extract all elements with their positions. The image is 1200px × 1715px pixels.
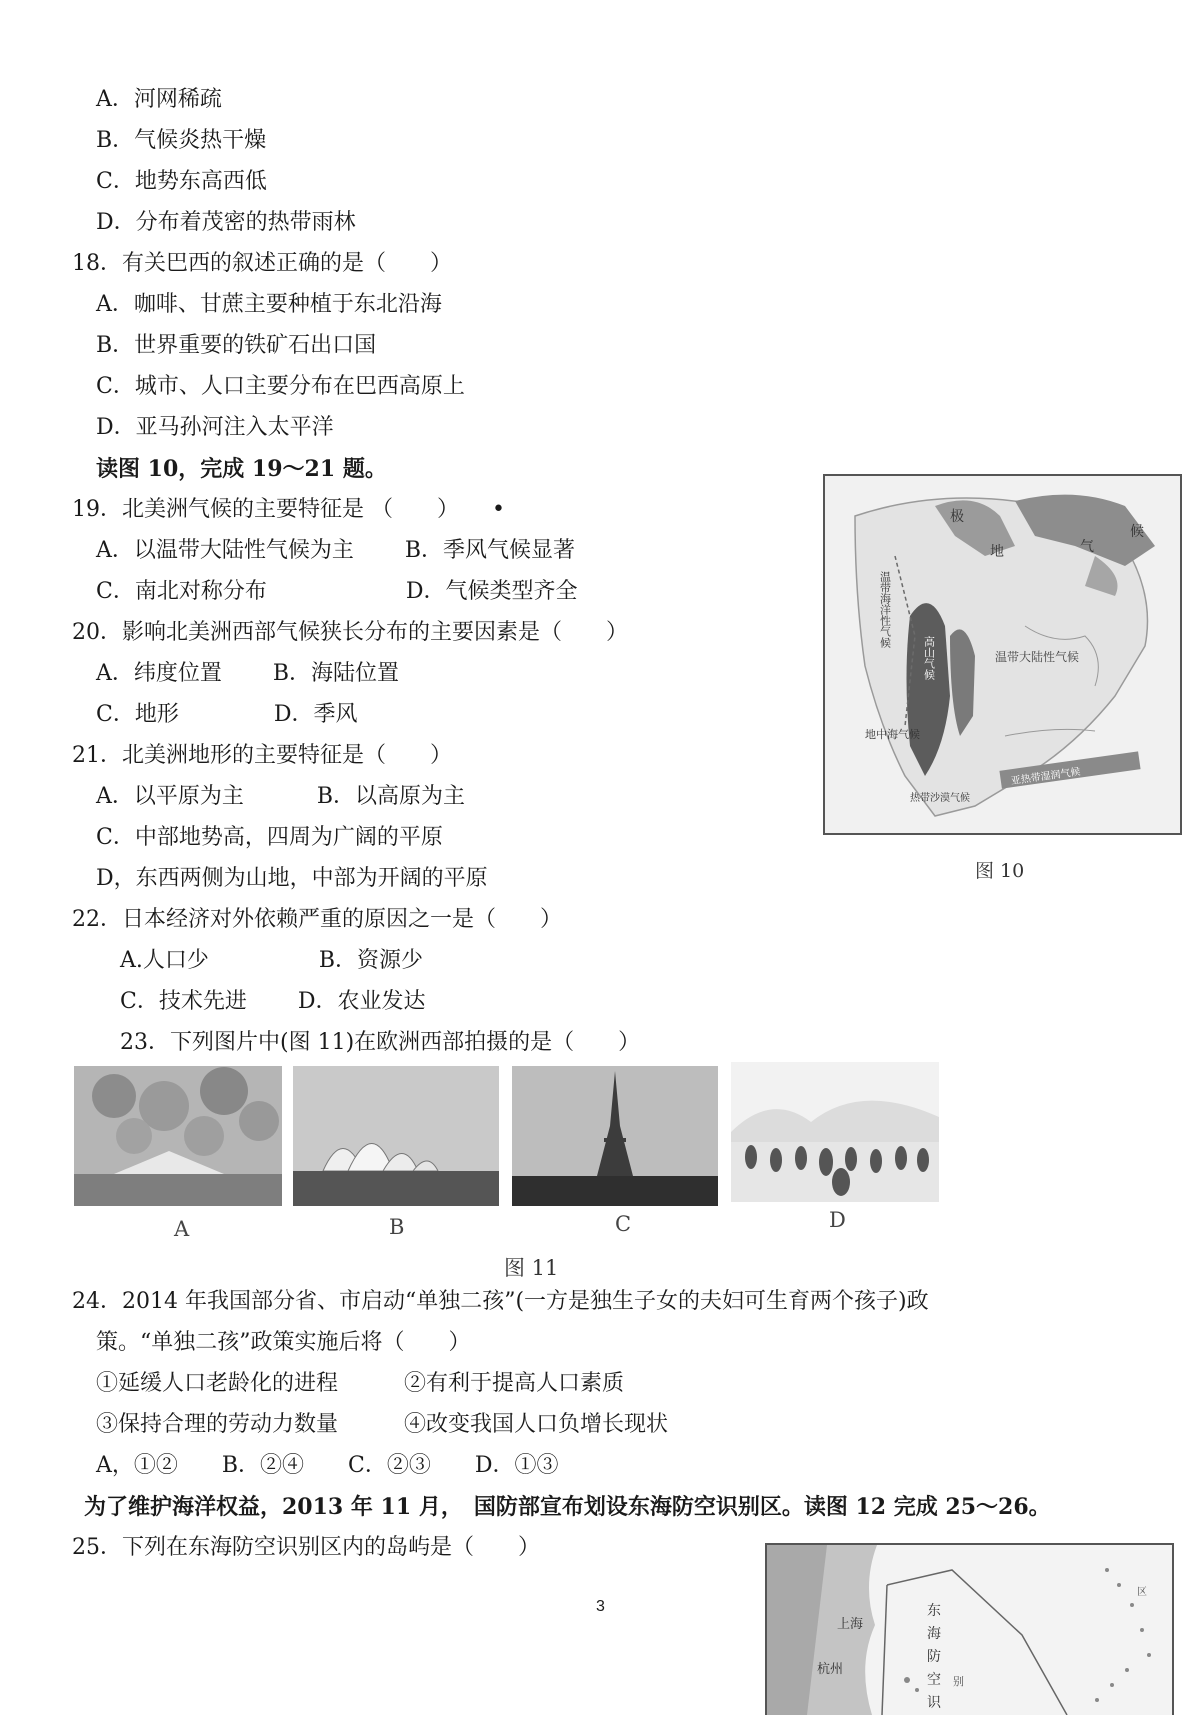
svg-text:海: 海 [927,1626,941,1642]
text-line-q24-o12: ①延缓人口老龄化的进程 ②有利于提高人口素质 [96,1371,625,1396]
svg-text:空: 空 [927,1672,941,1688]
svg-text:候: 候 [1130,524,1144,540]
text-line-q24-2: 策。“单独二孩”政策实施后将（ ） [96,1330,471,1355]
text-line-q23: 23．下列图片中(图 11)在欧洲西部拍摄的是（ ） [120,1030,641,1055]
text-line-q17-b: B．气候炎热干燥 [96,128,267,153]
text-line-q18-d: D．亚马孙河注入太平洋 [96,415,334,440]
text-line-q19-ab: A．以温带大陆性气候为主 B．季风气候显著 [96,538,576,563]
text-line-q17-d: D．分布着茂密的热带雨林 [96,210,356,235]
photo-a-label: A [174,1217,190,1241]
photo-b-sydney-opera-house [293,1066,499,1206]
svg-text:防: 防 [927,1649,941,1665]
text-line-q18-c: C．城市、人口主要分布在巴西高原上 [96,374,465,399]
figure-12-adiz-map [765,1543,1174,1715]
text-line-q24: 24．2014 年我国部分省、市启动“单独二孩”(一方是独生子女的夫妇可生育两个孩子)政 [72,1289,929,1314]
text-line-intro25: 为了维护海洋权益，2013 年 11 月， 国防部宣布划设东海防空识别区。读图 12 完成 25～26。 [84,1494,1051,1520]
text-line-q19: 19．北美洲气候的主要特征是 （ ） • [72,497,505,522]
svg-text:气: 气 [1080,539,1094,555]
svg-text:热带沙漠气候: 热带沙漠气候 [910,793,970,804]
photo-c-label: C [615,1212,632,1236]
svg-text:区: 区 [1137,1587,1147,1598]
text-line-q18: 18．有关巴西的叙述正确的是（ ） [72,251,452,276]
svg-text:东: 东 [927,1603,941,1619]
svg-text:上海: 上海 [837,1617,864,1632]
page-number: 3 [596,1598,605,1615]
svg-text:亚热带湿润气候: 亚热带湿润气候 [1010,766,1082,788]
photo-d-penguins [731,1062,939,1202]
text-line-q22-ab: A.人口少 B．资源少 [120,948,424,973]
svg-text:温带海洋性气候: 温带海洋性气候 [878,571,892,648]
text-line-q20-cd: C．地形 D．季风 [96,702,358,727]
photo-b-label: B [389,1215,405,1239]
text-line-q21-d: D，东西两侧为山地，中部为开阔的平原 [96,866,488,891]
photo-d-label: D [829,1208,846,1232]
figure-10-caption: 图 10 [975,860,1025,882]
svg-text:别: 别 [953,1675,964,1688]
text-line-q22-cd: C．技术先进 D．农业发达 [120,989,426,1014]
photo-c-eiffel-tower [512,1066,718,1206]
text-line-read10: 读图 10，完成 19～21 题。 [96,456,387,482]
svg-text:杭州: 杭州 [817,1662,844,1677]
text-line-q21-ab: A．以平原为主 B．以高原为主 [96,784,466,809]
svg-text:温带大陆性气候: 温带大陆性气候 [995,650,1080,664]
photo-a-mount-fuji [74,1066,282,1206]
text-line-q19-cd: C．南北对称分布 D．气候类型齐全 [96,579,578,604]
svg-text:地: 地 [990,544,1004,560]
text-line-q18-b: B．世界重要的铁矿石出口国 [96,333,377,358]
svg-text:地中海气候: 地中海气候 [865,728,920,741]
text-line-q18-a: A．咖啡、甘蔗主要种植于东北沿海 [96,292,442,317]
text-line-q20-ab: A．纬度位置 B．海陆位置 [96,661,400,686]
text-line-q24-o34: ③保持合理的劳动力数量 ④改变我国人口负增长现状 [96,1412,669,1437]
text-line-q21-c: C．中部地势高，四周为广阔的平原 [96,825,443,850]
svg-text:识: 识 [927,1695,941,1711]
text-line-q20: 20．影响北美洲西部气候狭长分布的主要因素是（ ） [72,620,628,645]
text-line-q21: 21．北美洲地形的主要特征是（ ） [72,743,452,768]
figure-11-caption: 图 11 [504,1256,559,1280]
text-line-q25: 25．下列在东海防空识别区内的岛屿是（ ） [72,1535,540,1560]
figure-10-climate-map [823,474,1182,835]
text-line-q17-a: A．河网稀疏 [96,87,222,112]
text-line-q17-c: C．地势东高西低 [96,169,267,194]
text-line-q22: 22．日本经济对外依赖严重的原因之一是（ ） [72,907,562,932]
svg-text:高山气候: 高山气候 [922,636,936,680]
text-line-q24-ans: A，①② B．②④ C．②③ D．①③ [96,1453,559,1478]
svg-text:极: 极 [950,509,964,525]
